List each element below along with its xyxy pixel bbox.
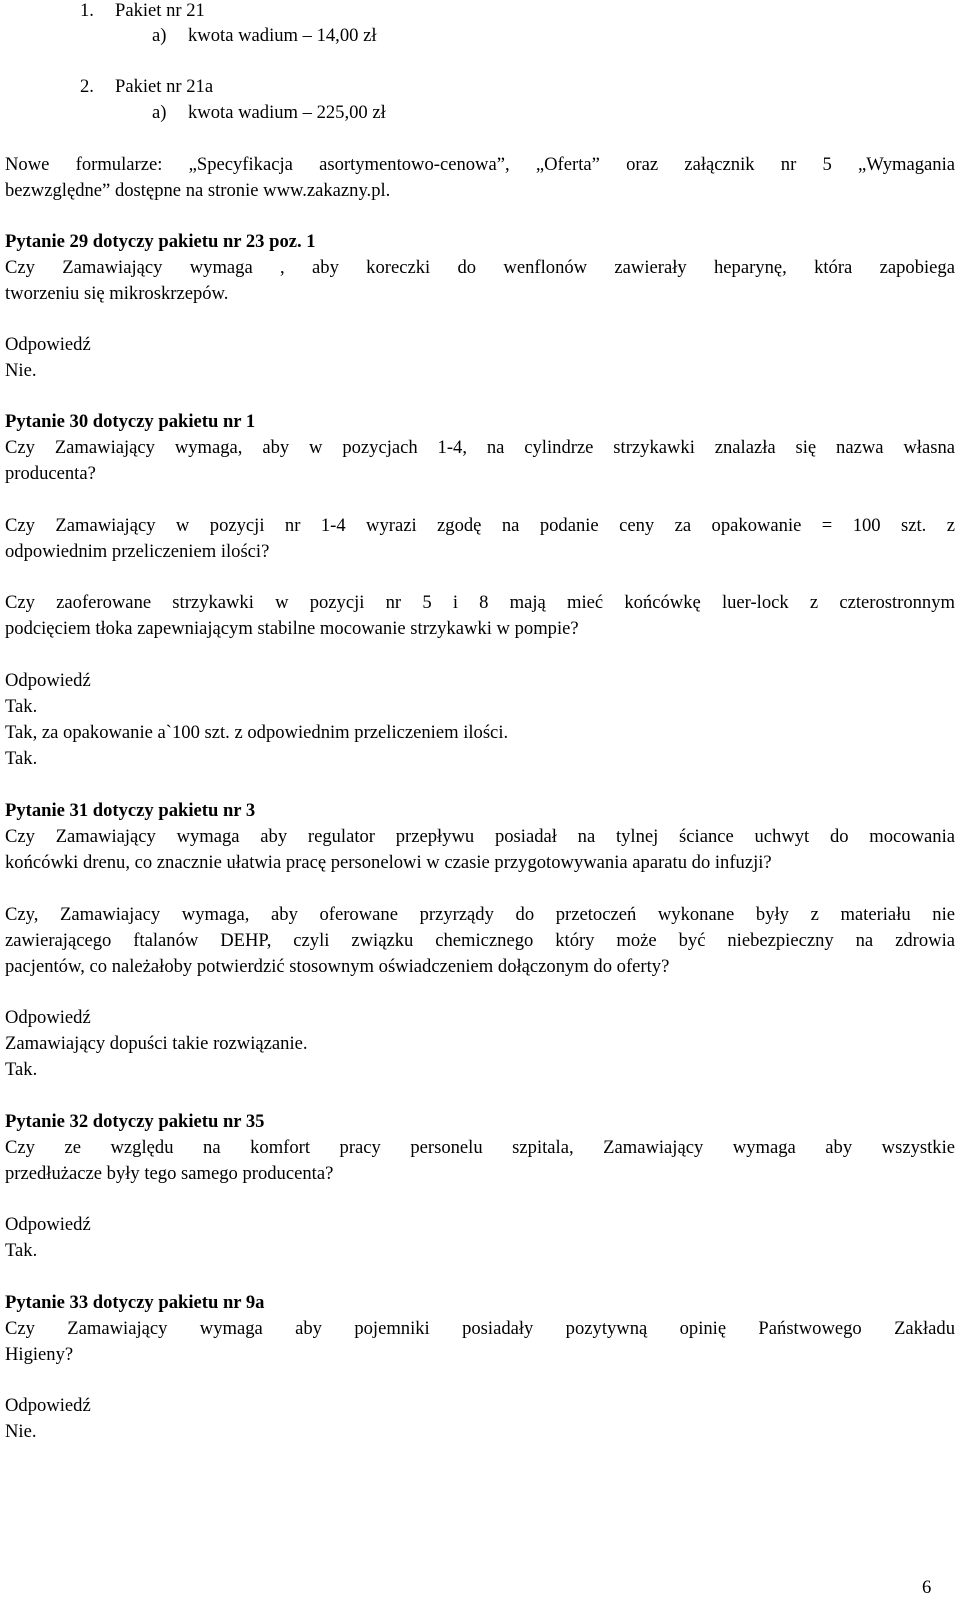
question-32-line-1: Czy ze względu na komfort pracy personelu szpitala, Zamawiający wymaga aby wszystkie: [5, 1137, 955, 1158]
question-32-title: Pytanie 32 dotyczy pakietu nr 35: [5, 1111, 265, 1132]
intro-line-1: Nowe formularze: „Specyfikacja asortymentowo-cenowa”, „Oferta” oraz załącznik nr 5 „Wymagania: [5, 154, 955, 175]
package-1-title: Pakiet nr 21: [115, 0, 205, 21]
question-29-answer-label: Odpowiedź: [5, 334, 91, 355]
question-33-line-1: Czy Zamawiający wymaga aby pojemniki posiadały pozytywną opinię Państwowego Zakładu: [5, 1318, 955, 1339]
question-32-line-2: przedłużacze były tego samego producenta?: [5, 1163, 334, 1184]
question-30-p2-line-1: Czy Zamawiający w pozycji nr 1-4 wyrazi zgodę na podanie ceny za opakowanie = 100 szt. z: [5, 515, 955, 536]
page-number: 6: [922, 1577, 932, 1598]
question-30-p3-line-1: Czy zaoferowane strzykawki w pozycji nr 5 i 8 mają mieć końcówkę luer-lock z czterostronnym: [5, 592, 955, 613]
package-1-number: 1.: [80, 0, 94, 21]
question-29-line-2: tworzeniu się mikroskrzepów.: [5, 283, 229, 304]
question-33-answer: Nie.: [5, 1421, 37, 1442]
question-30-p1-line-1: Czy Zamawiający wymaga, aby w pozycjach 1-4, na cylindrze strzykawki znalazła się nazwa własna: [5, 437, 955, 458]
question-29-answer: Nie.: [5, 360, 37, 381]
question-33-line-2: Higieny?: [5, 1344, 74, 1365]
package-1-item-label: a): [152, 25, 167, 46]
question-32-answer: Tak.: [5, 1240, 38, 1261]
question-30-p3-line-2: podcięciem tłoka zapewniającym stabilne mocowanie strzykawki w pompie?: [5, 618, 579, 639]
package-2-number: 2.: [80, 76, 94, 97]
question-32-answer-label: Odpowiedź: [5, 1214, 91, 1235]
question-30-answer-label: Odpowiedź: [5, 670, 91, 691]
question-33-answer-label: Odpowiedź: [5, 1395, 91, 1416]
question-31-answer-2: Tak.: [5, 1059, 38, 1080]
package-2-title: Pakiet nr 21a: [115, 76, 214, 97]
question-30-answer-3: Tak.: [5, 748, 38, 769]
question-31-p1-line-2: końcówki drenu, co znacznie ułatwia pracę personelowi w czasie przygotowywania aparatu do infuzji?: [5, 852, 772, 873]
question-29-title: Pytanie 29 dotyczy pakietu nr 23 poz. 1: [5, 231, 316, 252]
package-2-item-text: kwota wadium – 225,00 zł: [188, 102, 386, 123]
question-30-answer-1: Tak.: [5, 696, 38, 717]
question-31-p2-line-3: pacjentów, co należałoby potwierdzić stosownym oświadczeniem dołączonym do oferty?: [5, 956, 670, 977]
package-2-item-label: a): [152, 102, 167, 123]
question-30-p2-line-2: odpowiednim przeliczeniem ilości?: [5, 541, 270, 562]
question-31-answer-label: Odpowiedź: [5, 1007, 91, 1028]
question-31-p2-line-1: Czy, Zamawiajacy wymaga, aby oferowane przyrządy do przetoczeń wykonane były z materiału nie: [5, 904, 955, 925]
question-31-p1-line-1: Czy Zamawiający wymaga aby regulator przepływu posiadał na tylnej ściance uchwyt do mocowania: [5, 826, 955, 847]
intro-line-2: bezwzględne” dostępne na stronie www.zakazny.pl.: [5, 180, 391, 201]
question-31-p2-line-2: zawierającego ftalanów DEHP, czyli związku chemicznego który może być niebezpieczny na zdrowia: [5, 930, 955, 951]
question-30-p1-line-2: producenta?: [5, 463, 96, 484]
question-30-answer-2: Tak, za opakowanie a`100 szt. z odpowiednim przeliczeniem ilości.: [5, 722, 509, 743]
question-30-title: Pytanie 30 dotyczy pakietu nr 1: [5, 411, 256, 432]
package-1-item-text: kwota wadium – 14,00 zł: [188, 25, 377, 46]
question-29-line-1: Czy Zamawiający wymaga , aby koreczki do wenflonów zawierały heparynę, która zapobiega: [5, 257, 955, 278]
question-31-title: Pytanie 31 dotyczy pakietu nr 3: [5, 800, 256, 821]
question-33-title: Pytanie 33 dotyczy pakietu nr 9a: [5, 1292, 265, 1313]
question-31-answer-1: Zamawiający dopuści takie rozwiązanie.: [5, 1033, 308, 1054]
